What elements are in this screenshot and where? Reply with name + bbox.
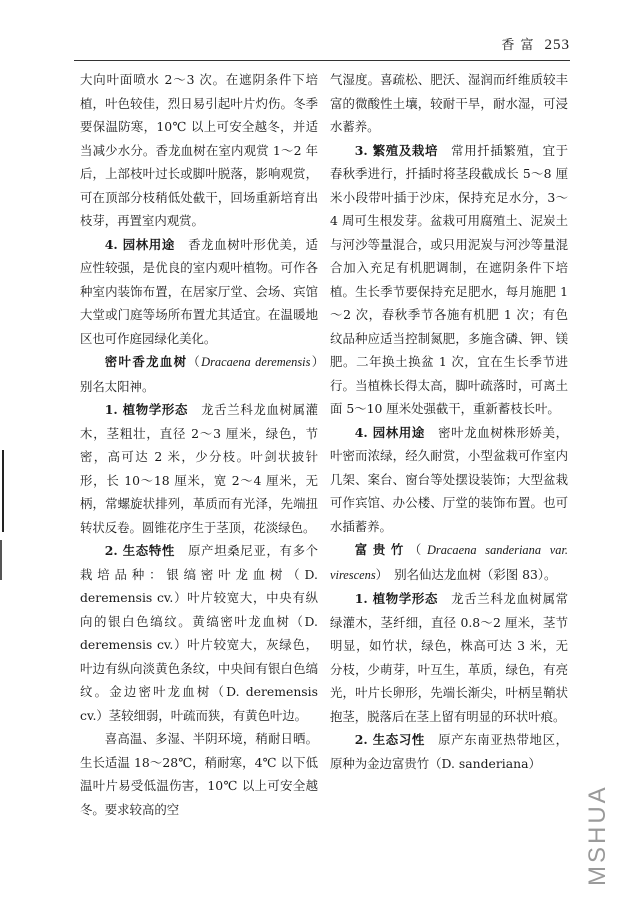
paragraph-text: 常用扦插繁殖，宜于春秋季进行，扦插时将茎段截成长 5～8 厘米小段带叶插于沙床，保持充足水分，3～4 周可生根发芽。盆栽可用腐殖土、泥炭土与河沙等量混合，或只用泥炭与河沙等量混合加入充足有机肥调制，在遮阴条件下培植。生长季节要保持充足肥水，每月施肥 1～2 次，春秋季节各施有机肥 1 次；有色纹品种应适当控制氮肥，多施含磷、钾、镁肥。二年换土换盆 1 次，宜在生长季节进行。当植株长得太高，脚叶疏落时，可离土面 5～10 厘米处强截干，重新蓄枝长叶。 [330, 142, 569, 416]
paragraph-text: 密叶龙血树株形娇美，叶密而浓绿，经久耐赏，小型盆栽可作室内几架、案台、窗台等处摆设装饰；大型盆栽可作宾馆、办公楼、厅堂的装饰布置。也可水插蓄养。 [330, 424, 569, 534]
paragraph-text: 原产坦桑尼亚，有多个栽培品种：银缟密叶龙血树（D. deremensis cv.）叶片较宽大，中央有纵向的银白色缟纹。黄缟密叶龙血树（D. deremensis cv.）叶片较宽大，灰绿色，叶边有纵向淡黄色条纹，中央间有银白色缟纹。金边密叶龙血树（D. deremensis cv.）茎较细弱，叶疏而狭，有黄色叶边。 [80, 543, 319, 723]
alias: 别名仙达龙血树（彩图 83）。 [394, 566, 557, 582]
paragraph [80, 233, 318, 351]
plant-name: 富贵竹 [354, 542, 409, 557]
header-text [501, 34, 570, 54]
section-heading: 2. 生态习性 [354, 732, 425, 747]
section-heading: 1. 植物学形态 [104, 402, 189, 417]
page-number: 253 [544, 37, 570, 53]
watermark: MSHUA [584, 784, 611, 886]
section-heading: 4. 园林用途 [104, 236, 175, 252]
alias: 别名太阳神。 [80, 378, 155, 394]
paragraph-text: 香龙血树叶形优美，适应性较强，是优良的室内观叶植物。可作各种室内装饰布置，在居家厅堂、会场、宾馆大堂或门庭等场所布置尤其适宜。在温暖地区也可作庭园绿化美化。 [80, 236, 319, 346]
running-header [74, 30, 570, 61]
plant-name: 密叶香龙血树 [104, 354, 188, 369]
paragraph-text: 原产东南亚热带地区，原种为金边富贵竹（D. sanderiana） [330, 732, 569, 771]
right-column [330, 68, 568, 775]
scan-edge-mark [2, 450, 4, 532]
paragraph [80, 398, 318, 539]
paragraph: 大向叶面喷水 2～3 次。在遮阴条件下培植，叶色较佳，烈日易引起叶片灼伤。冬季要保温防寒，10℃ 以上可安全越冬，并适当减少水分。香龙血树在室内观赏 1～2 年后，上部枝叶过长或脚叶脱落，影响观赏，可在顶部分枝稍低处截干，回场重新培育出枝芽，再置室内观赏。 [80, 72, 318, 228]
latin-name: Dracaena deremensis [201, 355, 311, 369]
scan-edge-mark [0, 540, 2, 580]
paragraph [330, 587, 568, 728]
paragraph [80, 539, 318, 727]
left-column [80, 68, 331, 821]
latin-name: Dracaena sanderiana var. virescens [330, 543, 569, 582]
paragraph [330, 421, 568, 539]
section-heading: 4. 园林用途 [354, 424, 425, 440]
paragraph [330, 139, 568, 421]
paragraph-text: 龙舌兰科龙血树属灌木，茎粗壮，直径 2～3 厘米，绿色，节密，高可达 2 米，少分枝。叶剑状披针形，长 10～18 厘米，宽 2～4 厘米，无柄，常螺旋状排列，革质而有光泽，先端扭转状反卷。圆锥花序生于茎顶，花淡绿色。 [80, 402, 319, 535]
entry-heading: 富贵竹（Dracaena sanderiana var. virescens） 别名仙达龙血树（彩图 83）。 [330, 542, 569, 582]
paragraph: 喜高温、多湿、半阴环境，稍耐日晒。生长适温 18～28℃，稍耐寒，4℃ 以下低温叶片易受低温伤害，10℃ 以上可安全越冬。要求较高的空 [80, 731, 318, 817]
section-heading: 3. 繁殖及栽培 [354, 142, 439, 158]
paragraph: 气湿度。喜疏松、肥沃、湿润而纤维质较丰富的微酸性土壤，较耐干旱，耐水湿，可浸水蓄养。 [330, 72, 568, 134]
section-heading: 2. 生态特性 [104, 543, 175, 558]
paragraph-text: 龙舌兰科龙血树属常绿灌木，茎纤细，直径 0.8～2 厘米，茎节明显，如竹状，绿色，株高可达 3 米，无分枝，少萌芽，叶互生，革质，绿色，有亮光，叶片长卵形，先端长渐尖，叶柄呈鞘状抱茎，脱落后在茎上留有明显的环状叶痕。 [330, 591, 569, 724]
paragraph [330, 728, 568, 775]
section-heading: 1. 植物学形态 [354, 591, 439, 606]
header-title: 香 富 [501, 38, 535, 53]
entry-heading: 密叶香龙血树（Dracaena deremensis） 别名太阳神。 [80, 354, 331, 394]
